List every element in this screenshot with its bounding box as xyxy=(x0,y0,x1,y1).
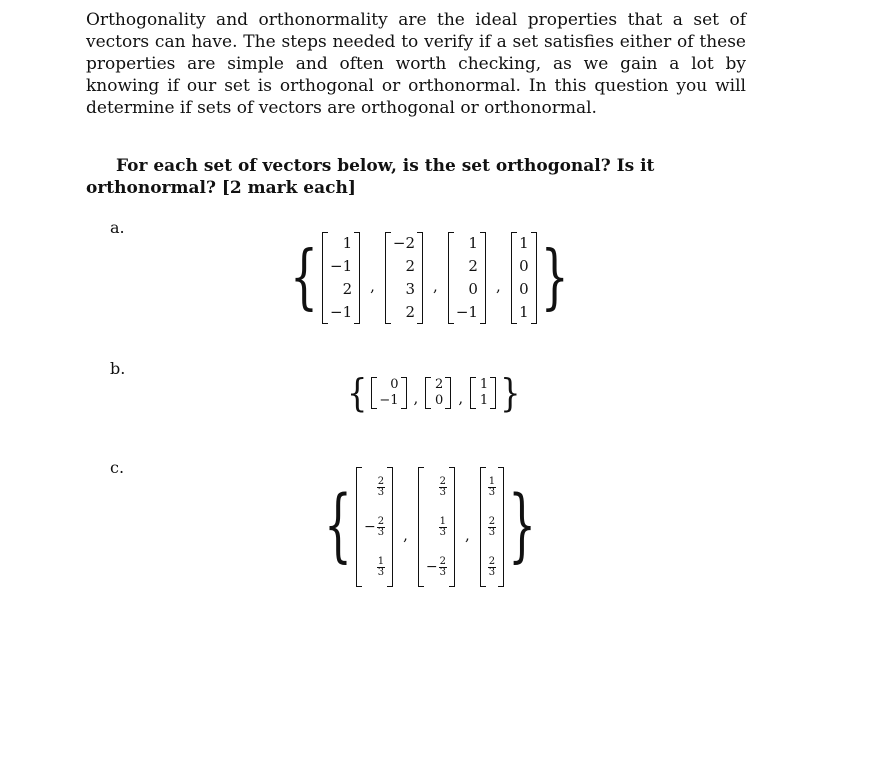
vector-entry: −1 xyxy=(455,303,478,321)
vector-entry: 0 xyxy=(390,377,399,392)
close-brace: } xyxy=(508,480,537,572)
vector-set-b xyxy=(343,370,524,416)
column-vector xyxy=(322,232,360,324)
vector-entries xyxy=(431,377,445,409)
column-vector xyxy=(425,377,451,409)
question-prompt: For each set of vectors below, is the set orthogonal? Is it orthonormal? [2 mark each] xyxy=(86,156,655,198)
vector-entries xyxy=(424,467,449,587)
part-c-label: c. xyxy=(110,458,125,477)
intro-paragraph: Orthogonality and orthonormality are the ideal properties that a set of vectors can have. The steps needed to verify if a set satisfies either of these properties are simple and often worth checking, as we gain a lot by knowing if our set is orthogonal or orthonormal. In this question you will determine if sets of vectors are orthogonal or orthonormal. xyxy=(86,10,746,118)
vector-set-a xyxy=(286,232,573,324)
column-vector xyxy=(448,232,486,324)
vector-entry xyxy=(488,507,496,547)
vector-entries xyxy=(476,377,490,409)
numerator: 1 xyxy=(377,555,385,567)
denominator: 3 xyxy=(488,486,496,498)
vector-entries xyxy=(391,232,417,324)
vector-entry: 1 xyxy=(468,234,478,252)
comma-separator: , xyxy=(458,389,464,407)
vector-entry xyxy=(439,467,447,507)
comma-separator: , xyxy=(403,526,408,544)
column-vector xyxy=(418,467,455,587)
vector-entries xyxy=(517,232,531,324)
vector-entry xyxy=(377,467,385,507)
vector-entry: 2 xyxy=(405,257,416,275)
denominator: 3 xyxy=(377,526,385,538)
column-vector xyxy=(371,377,406,409)
denominator: 3 xyxy=(439,486,446,498)
vector-entries xyxy=(454,232,480,324)
numerator: 2 xyxy=(377,515,385,527)
vector-entries xyxy=(486,467,498,587)
vector-entries xyxy=(328,232,354,324)
fraction xyxy=(377,477,385,498)
vector-entry: 1 xyxy=(479,377,489,392)
vector-entry: 0 xyxy=(468,280,478,298)
vector-entry: 2 xyxy=(342,280,353,298)
comma-separator: , xyxy=(433,277,438,295)
vector-entry xyxy=(377,547,385,587)
vector-entry xyxy=(488,547,496,587)
column-vector xyxy=(511,232,537,324)
comma-separator: , xyxy=(413,389,419,407)
vector-entry: 1 xyxy=(519,303,529,321)
denominator: 3 xyxy=(488,566,496,578)
vector-entry: −1 xyxy=(330,257,353,275)
close-brace: } xyxy=(500,370,521,416)
minus-sign: − xyxy=(364,519,376,535)
column-vector xyxy=(480,467,504,587)
numerator: 2 xyxy=(377,475,385,487)
denominator: 3 xyxy=(488,526,496,538)
vector-entry: 2 xyxy=(435,377,444,392)
vector-entry: 3 xyxy=(405,280,416,298)
fraction xyxy=(439,477,447,498)
fraction xyxy=(439,517,447,538)
fraction xyxy=(488,557,496,578)
open-brace: { xyxy=(347,370,368,416)
denominator: 3 xyxy=(439,526,446,538)
right-bracket xyxy=(531,232,537,324)
fraction xyxy=(377,557,385,578)
numerator: 1 xyxy=(439,515,446,527)
comma-separator: , xyxy=(465,526,470,544)
fraction xyxy=(488,477,496,498)
comma-separator: , xyxy=(495,277,501,295)
vector-set-c xyxy=(320,467,540,587)
vector-entry xyxy=(439,507,447,547)
column-vector xyxy=(356,467,393,587)
vector-entry xyxy=(426,547,447,587)
vector-entry: 0 xyxy=(519,280,529,298)
numerator: 2 xyxy=(488,555,496,567)
right-bracket xyxy=(498,467,504,587)
column-vector xyxy=(470,377,496,409)
denominator: 3 xyxy=(439,566,446,578)
denominator: 3 xyxy=(377,486,385,498)
vector-entries xyxy=(377,377,400,409)
vector-entry: 2 xyxy=(468,257,478,275)
vector-entry: 1 xyxy=(342,234,353,252)
fraction xyxy=(488,517,496,538)
column-vector xyxy=(385,232,423,324)
close-brace: } xyxy=(540,236,569,318)
minus-sign: − xyxy=(425,559,438,575)
denominator: 3 xyxy=(377,566,385,578)
open-brace: { xyxy=(324,480,352,572)
fraction xyxy=(439,557,447,578)
vector-entry: 0 xyxy=(519,257,529,275)
right-bracket xyxy=(490,377,496,409)
vector-entry: 0 xyxy=(435,393,444,408)
vector-entry: −1 xyxy=(379,393,399,408)
vector-entry: −1 xyxy=(330,303,353,321)
vector-entries xyxy=(362,467,387,587)
part-b-label: b. xyxy=(110,359,126,378)
vector-entry xyxy=(364,507,385,547)
vector-entry: 2 xyxy=(405,303,416,321)
fraction xyxy=(377,517,385,538)
numerator: 2 xyxy=(488,515,496,527)
comma-separator: , xyxy=(370,277,375,295)
numerator: 2 xyxy=(439,555,446,567)
numerator: 2 xyxy=(439,475,446,487)
part-a-label: a. xyxy=(110,218,125,237)
vector-entry: 1 xyxy=(479,393,489,408)
vector-entry: −2 xyxy=(392,234,416,252)
numerator: 1 xyxy=(488,475,496,487)
vector-entry xyxy=(488,467,496,507)
vector-entry: 1 xyxy=(519,234,529,252)
open-brace: { xyxy=(290,236,318,318)
